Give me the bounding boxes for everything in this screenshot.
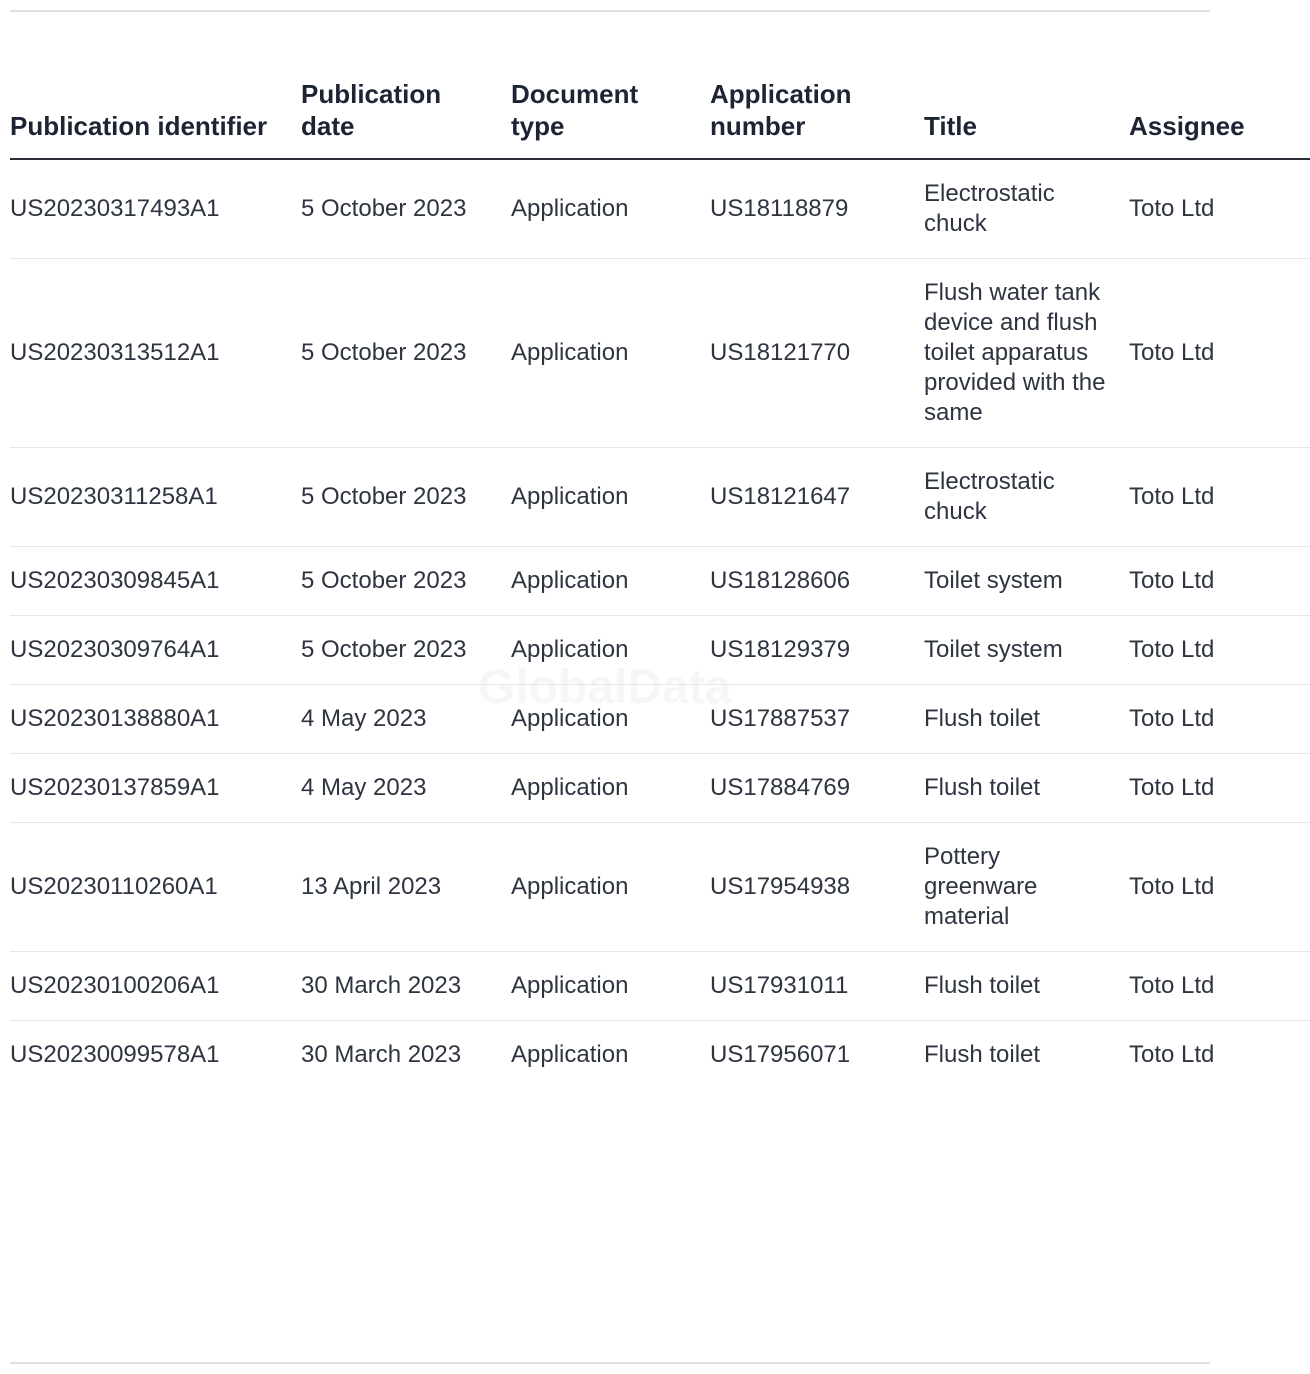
top-divider bbox=[10, 10, 1210, 12]
cell-publication-date: 5 October 2023 bbox=[301, 547, 511, 616]
cell-document-type: Application bbox=[511, 616, 710, 685]
cell-application-number: US18121770 bbox=[710, 259, 924, 448]
cell-assignee: Toto Ltd bbox=[1129, 754, 1310, 823]
cell-publication-date: 30 March 2023 bbox=[301, 1041, 462, 1068]
cell-document-type: Application bbox=[511, 159, 710, 259]
cell-application-number: US18129379 bbox=[710, 616, 924, 685]
cell-application-number: US17884769 bbox=[710, 754, 924, 823]
cell-publication-date: 5 October 2023 bbox=[301, 259, 511, 448]
cell-title: Flush water tank device and flush toilet apparatus provided with the same bbox=[924, 259, 1129, 448]
cell-title: Toilet system bbox=[924, 616, 1129, 685]
table-row bbox=[10, 823, 1310, 952]
cell-title: Flush toilet bbox=[924, 754, 1129, 823]
table-row bbox=[10, 547, 1310, 616]
cell-document-type: Application bbox=[511, 685, 710, 754]
cell-publication-identifier: US20230099578A1 bbox=[10, 1041, 220, 1068]
cell-document-type: Application bbox=[511, 754, 710, 823]
cell-publication-identifier: US20230313512A1 bbox=[10, 259, 301, 448]
header-document-type: Document type bbox=[511, 78, 710, 159]
cell-application-number: US17887537 bbox=[710, 685, 924, 754]
patent-table bbox=[10, 78, 1310, 1089]
cell-publication-identifier: US20230311258A1 bbox=[10, 448, 301, 547]
cell-publication-date: 5 October 2023 bbox=[301, 448, 511, 547]
cell-document-type: Application bbox=[511, 952, 710, 1021]
patent-table-container[interactable] bbox=[10, 78, 1245, 1089]
cell-application-number: US18121647 bbox=[710, 448, 924, 547]
cell-document-type: Application bbox=[511, 823, 710, 952]
cell-assignee: Toto Ltd bbox=[1129, 952, 1310, 1021]
cell-title: Flush toilet bbox=[924, 685, 1129, 754]
cell-title: Electrostatic chuck bbox=[924, 159, 1129, 259]
table-row bbox=[10, 952, 1310, 1021]
cell-document-type: Application bbox=[511, 547, 710, 616]
cell-publication-identifier: US20230138880A1 bbox=[10, 685, 301, 754]
table-row bbox=[10, 448, 1310, 547]
cell-title: Toilet system bbox=[924, 547, 1129, 616]
cell-publication-date: 4 May 2023 bbox=[301, 754, 511, 823]
cell-title: Pottery greenware material bbox=[924, 823, 1129, 952]
cell-publication-identifier: US20230137859A1 bbox=[10, 754, 301, 823]
cell-publication-identifier: US20230309764A1 bbox=[10, 616, 301, 685]
cell-document-type: Application bbox=[511, 1041, 629, 1068]
table-header-row bbox=[10, 78, 1310, 159]
bottom-divider bbox=[10, 1362, 1210, 1364]
table-row bbox=[10, 159, 1310, 259]
cell-title: Flush toilet bbox=[924, 1041, 1041, 1068]
header-assignee: Assignee bbox=[1129, 78, 1310, 159]
cell-assignee: Toto Ltd bbox=[1129, 159, 1310, 259]
cell-assignee: Toto Ltd bbox=[1129, 823, 1310, 952]
table-row bbox=[10, 616, 1310, 685]
cell-application-number: US18118879 bbox=[710, 159, 924, 259]
cell-publication-date: 30 March 2023 bbox=[301, 952, 511, 1021]
header-application-number: Application number bbox=[710, 78, 924, 159]
cell-publication-identifier: US20230309845A1 bbox=[10, 547, 301, 616]
cell-application-number: US17954938 bbox=[710, 823, 924, 952]
cell-title: Flush toilet bbox=[924, 952, 1129, 1021]
cell-assignee: Toto Ltd bbox=[1129, 448, 1310, 547]
cell-document-type: Application bbox=[511, 448, 710, 547]
cell-application-number: US17956071 bbox=[710, 1041, 851, 1068]
cell-publication-identifier: US20230110260A1 bbox=[10, 823, 301, 952]
cell-document-type: Application bbox=[511, 259, 710, 448]
table-row bbox=[10, 1021, 1310, 1090]
header-publication-date: Publication date bbox=[301, 78, 511, 159]
cell-title: Electrostatic chuck bbox=[924, 448, 1129, 547]
cell-assignee: Toto Ltd bbox=[1129, 685, 1310, 754]
cell-application-number: US17931011 bbox=[710, 952, 924, 1021]
header-title: Title bbox=[924, 78, 1129, 159]
cell-assignee: Toto Ltd bbox=[1129, 1041, 1215, 1068]
cell-publication-date: 4 May 2023 bbox=[301, 685, 511, 754]
cell-publication-date: 5 October 2023 bbox=[301, 616, 511, 685]
cell-assignee: Toto Ltd bbox=[1129, 547, 1310, 616]
cell-assignee: Toto Ltd bbox=[1129, 259, 1310, 448]
table-row bbox=[10, 259, 1310, 448]
cell-assignee: Toto Ltd bbox=[1129, 616, 1310, 685]
cell-publication-identifier: US20230100206A1 bbox=[10, 952, 301, 1021]
table-row bbox=[10, 754, 1310, 823]
table-row bbox=[10, 685, 1310, 754]
header-publication-identifier: Publication identifier bbox=[10, 78, 301, 159]
cell-publication-identifier: US20230317493A1 bbox=[10, 159, 301, 259]
cell-publication-date: 13 April 2023 bbox=[301, 823, 511, 952]
cell-publication-date: 5 October 2023 bbox=[301, 159, 511, 259]
cell-application-number: US18128606 bbox=[710, 547, 924, 616]
